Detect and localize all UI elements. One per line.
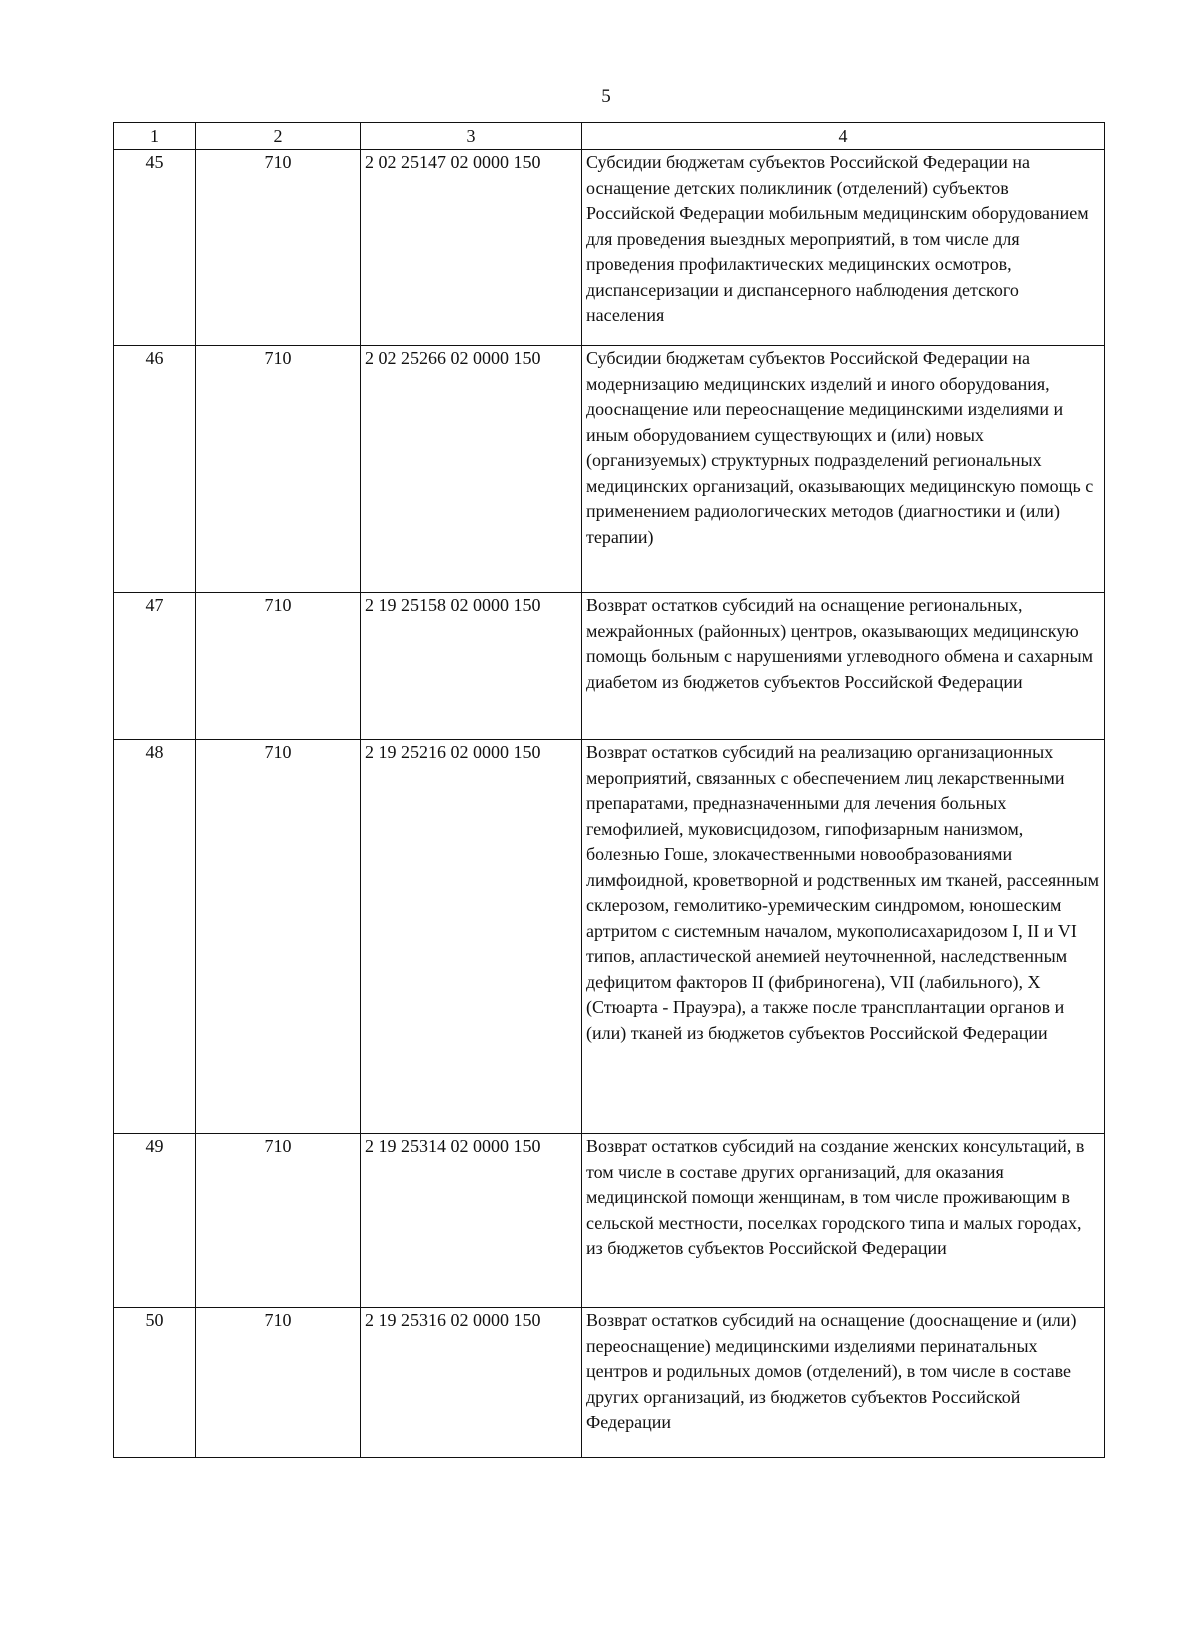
admin-code: 710 bbox=[196, 1308, 361, 1458]
table-row bbox=[114, 740, 1105, 1134]
row-number: 50 bbox=[114, 1308, 196, 1458]
header-col-3: 3 bbox=[361, 123, 582, 150]
admin-code: 710 bbox=[196, 346, 361, 593]
table-row bbox=[114, 150, 1105, 346]
budget-codes-table bbox=[113, 122, 1105, 1458]
page-number: 5 bbox=[601, 86, 611, 107]
income-description: Субсидии бюджетам субъектов Российской Федерации на модернизацию медицинских изделий и иного оборудования, дооснащение или переоснащение медицинскими изделиями и иным оборудованием существующих и (или) новых (организуемых) структурных подразделений региональных медицинских организаций, оказывающих медицинскую помощь с применением радиологических методов (диагностики и (или) терапии) bbox=[582, 346, 1105, 593]
budget-classification-code: 2 02 25147 02 0000 150 bbox=[361, 150, 582, 346]
income-description: Возврат остатков субсидий на реализацию организационных мероприятий, связанных с обеспечением лиц лекарственными препаратами, предназначенными для лечения больных гемофилией, муковисцидозом, гипофизарным нанизмом, болезнью Гоше, злокачественными новообразованиями лимфоидной, кроветворной и родственных им тканей, рассеянным склерозом, гемолитико-уремическим синдромом, юношеским артритом с системным началом, мукополисахаридозом I, II и VI типов, апластической анемией неуточненной, наследственным дефицитом факторов II (фибриногена), VII (лабильного), X (Стюарта - Прауэра), а также после трансплантации органов и (или) тканей из бюджетов субъектов Российской Федерации bbox=[582, 740, 1105, 1134]
admin-code: 710 bbox=[196, 1134, 361, 1308]
row-number: 49 bbox=[114, 1134, 196, 1308]
budget-classification-code: 2 19 25314 02 0000 150 bbox=[361, 1134, 582, 1308]
budget-classification-code: 2 19 25216 02 0000 150 bbox=[361, 740, 582, 1134]
income-description: Возврат остатков субсидий на создание женских консультаций, в том числе в составе других организаций, для оказания медицинской помощи женщинам, в том числе проживающим в сельской местности, поселках городского типа и малых городах, из бюджетов субъектов Российской Федерации bbox=[582, 1134, 1105, 1308]
row-number: 47 bbox=[114, 593, 196, 740]
header-col-4: 4 bbox=[582, 123, 1105, 150]
table-row bbox=[114, 1308, 1105, 1458]
admin-code: 710 bbox=[196, 740, 361, 1134]
budget-classification-code: 2 19 25316 02 0000 150 bbox=[361, 1308, 582, 1458]
income-description: Возврат остатков субсидий на оснащение (дооснащение и (или) переоснащение) медицинскими изделиями перинатальных центров и родильных домов (отделений), в том числе в составе других организаций, из бюджетов субъектов Российской Федерации bbox=[582, 1308, 1105, 1458]
row-number: 46 bbox=[114, 346, 196, 593]
header-col-2: 2 bbox=[196, 123, 361, 150]
table-header-row bbox=[114, 123, 1105, 150]
table-row bbox=[114, 346, 1105, 593]
admin-code: 710 bbox=[196, 150, 361, 346]
income-description: Возврат остатков субсидий на оснащение региональных, межрайонных (районных) центров, оказывающих медицинскую помощь больным с нарушениями углеводного обмена и сахарным диабетом из бюджетов субъектов Российской Федерации bbox=[582, 593, 1105, 740]
row-number: 48 bbox=[114, 740, 196, 1134]
budget-classification-code: 2 19 25158 02 0000 150 bbox=[361, 593, 582, 740]
budget-classification-code: 2 02 25266 02 0000 150 bbox=[361, 346, 582, 593]
income-description: Субсидии бюджетам субъектов Российской Федерации на оснащение детских поликлиник (отделений) субъектов Российской Федерации мобильным медицинским оборудованием для проведения выездных мероприятий, в том числе для проведения профилактических медицинских осмотров, диспансеризации и диспансерного наблюдения детского населения bbox=[582, 150, 1105, 346]
row-number: 45 bbox=[114, 150, 196, 346]
table-row bbox=[114, 1134, 1105, 1308]
table-row bbox=[114, 593, 1105, 740]
admin-code: 710 bbox=[196, 593, 361, 740]
header-col-1: 1 bbox=[114, 123, 196, 150]
